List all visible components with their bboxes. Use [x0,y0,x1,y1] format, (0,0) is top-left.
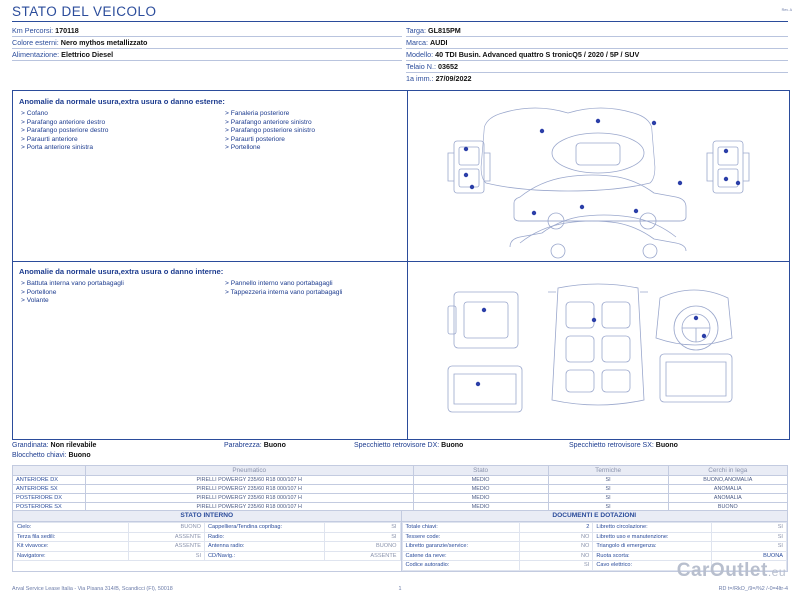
tyre-position: POSTERIORE SX [13,503,86,512]
damage-item: > Portellone [225,144,405,153]
parabrezza-field: Parabrezza: Buono [224,442,286,449]
info-row: Modello: 40 TDI Busin. Advanced quattro S tronicQ5 / 2020 / 5P / SUV [406,49,788,61]
damage-item: > Paraurti anteriore [21,136,211,145]
damage-item: > Portellone [21,289,211,298]
tyres-col-cerchi: Cerchi in lega [668,466,787,476]
table-row [13,476,788,485]
interior-vehicle-diagram [408,262,789,439]
condition-row-2 [12,451,788,461]
external-damage-col2 [225,110,405,153]
damage-item: > Paraurti posteriore [225,136,405,145]
tyres-col-termiche: Termiche [548,466,668,476]
external-damage-list [21,110,405,153]
internal-damage-title: Anomalie da normale usura,extra usura o danno interne: [19,267,224,276]
field-label: Catene da neve: [402,551,520,561]
info-row: Alimentazione: Elettrico Diesel [12,49,402,61]
page-title: STATO DEL VEICOLO [12,4,157,19]
tyre-cerchi: ANOMALIA [668,494,787,503]
field-value: SI [129,551,205,561]
field-label: Totale chiavi: [402,523,520,533]
watermark-logo [677,560,786,582]
watermark-suffix: .eu [767,565,786,579]
field-value: NO [520,551,593,561]
tyre-termiche: SI [548,494,668,503]
field-label: Libretto uso e manutenzione: [593,532,712,542]
documents-panel-title: DOCUMENTI E DOTAZIONI [402,511,788,522]
damage-item: > Parafango posteriore destro [21,127,211,136]
info-row: Marca: AUDI [406,37,788,49]
tyre-cerchi: BUONO [668,503,787,512]
table-row [13,485,788,494]
info-row: Targa: GL815PM [406,25,788,37]
exterior-diagram-svg [408,91,789,261]
field-value: ASSENTE [129,542,205,552]
tyre-position: ANTERIORE DX [13,476,86,485]
condition-summary [12,441,788,461]
table-row [14,542,401,552]
tyre-model: PIRELLI POWERGY 235/60 R18 000/107 H [85,503,413,512]
tyres-col-tyre: Pneumatico [85,466,413,476]
tyre-cerchi: ANOMALIA [668,485,787,494]
bottom-panels [12,510,788,572]
tyre-position: ANTERIORE SX [13,485,86,494]
footer-code: RD t=/RkO_/9=/%2 /-0=4ltr-4 [718,586,788,592]
tyre-model: PIRELLI POWERGY 235/60 R18 000/107 H [85,485,413,494]
damage-item: > Volante [21,297,211,306]
tyres-col-position [13,466,86,476]
internal-damage-list [21,280,405,306]
damage-item: > Pannello interno vano portabagagli [225,280,405,289]
tyres-table [12,465,788,512]
external-damage-col1 [21,110,211,153]
damage-item: > Cofano [21,110,211,119]
footer-company: Arval Service Lease Italia - Via Pisana 314/B, Scandicci (FI), 50018 [12,586,173,592]
tyre-termiche: SI [548,476,668,485]
tyre-termiche: SI [548,503,668,512]
interior-status-panel [12,510,402,572]
interior-table [13,522,401,561]
field-value: ASSENTE [324,551,400,561]
damage-item: > Porta anteriore sinistra [21,144,211,153]
damage-item: > Tappezzeria interna vano portabagagli [225,289,405,298]
damage-item: > Parafango posteriore sinistro [225,127,405,136]
damage-item: > Fanaleria posteriore [225,110,405,119]
field-label: Cappelliera/Tendina copribag: [205,523,325,533]
field-value: SI [712,542,787,552]
tyres-header-row [13,466,788,476]
tyre-model: PIRELLI POWERGY 235/60 R18 000/107 H [85,494,413,503]
vehicle-info-right [406,25,788,84]
external-damage-title: Anomalie da normale usura,extra usura o danno esterne: [19,97,225,106]
field-value: SI [712,532,787,542]
tyre-stato: MEDIO [413,485,548,494]
interior-panel-title: STATO INTERNO [13,511,401,522]
tyre-stato: MEDIO [413,494,548,503]
field-value: BUONA [712,551,787,561]
field-label: Navigatore: [14,551,129,561]
field-label: Antenna radio: [205,542,325,552]
tyres-col-stato: Stato [413,466,548,476]
field-value: NO [520,532,593,542]
mirror-sx-field: Specchietto retrovisore SX: Buono [569,442,678,449]
field-value: SI [324,523,400,533]
field-label: Cielo: [14,523,129,533]
tyre-termiche: SI [548,485,668,494]
field-label: Ruota scorta: [593,551,712,561]
table-row [402,542,787,552]
field-label: Cavo elettrico: [593,561,712,571]
interior-diagram-svg [408,262,789,439]
damage-item: > Parafango anteriore destro [21,119,211,128]
info-row: 1a imm.: 27/09/2022 [406,74,472,83]
internal-damage-col1 [21,280,211,306]
table-row [14,551,401,561]
info-row: Km Percorsi: 170118 [12,25,402,37]
field-value: BUONO [129,523,205,533]
field-value: SI [520,561,593,571]
vehicle-info-left [12,25,402,61]
tyre-cerchi: BUONO,ANOMALIA [668,476,787,485]
tyre-model: PIRELLI POWERGY 235/60 R18 000/107 H [85,476,413,485]
info-row: Telaio N.: 03652 [406,61,788,73]
table-row [402,532,787,542]
info-row: Colore esterni: Nero mythos metallizzato [12,37,402,49]
blocchetto-chiavi-field: Blocchetto chiavi: Buono [12,452,91,459]
inspection-panel [12,90,790,440]
field-value: SI [712,523,787,533]
footer [12,586,788,592]
field-label: Libretto circolazione: [593,523,712,533]
page-number: 1 [398,586,402,592]
field-value: BUONO [324,542,400,552]
field-value: SI [324,532,400,542]
table-row [402,523,787,533]
field-label: Radio: [205,532,325,542]
tyre-stato: MEDIO [413,503,548,512]
field-value: ASSENTE [129,532,205,542]
condition-row-1 [12,441,788,451]
revision-label: Rev. A [781,8,792,12]
tyre-stato: MEDIO [413,476,548,485]
table-row [14,523,401,533]
field-label: Kit vivavoce: [14,542,129,552]
watermark-text: CarOutlet [676,560,768,581]
damage-item: > Battuta interna vano portabagagli [21,280,211,289]
field-label: CD/Navig.: [205,551,325,561]
panel-horizontal-divider [13,261,407,262]
field-value: NO [520,542,593,552]
field-label: Triangolo di emergenza: [593,542,712,552]
exterior-vehicle-diagram [408,91,789,261]
damage-item: > Parafango anteriore sinistro [225,119,405,128]
grandinata-field: Grandinata: Non rilevabile [12,442,97,449]
table-row [13,494,788,503]
tyre-position: POSTERIORE DX [13,494,86,503]
field-value: 2 [520,523,593,533]
field-label: Libretto garanzie/service: [402,542,520,552]
mirror-dx-field: Specchietto retrovisore DX: Buono [354,442,464,449]
field-label: Codice autoradio: [402,561,520,571]
internal-damage-col2 [225,280,405,306]
title-divider [12,21,788,22]
field-label: Terza fila sedili: [14,532,129,542]
table-row [14,532,401,542]
field-label: Tessere code: [402,532,520,542]
